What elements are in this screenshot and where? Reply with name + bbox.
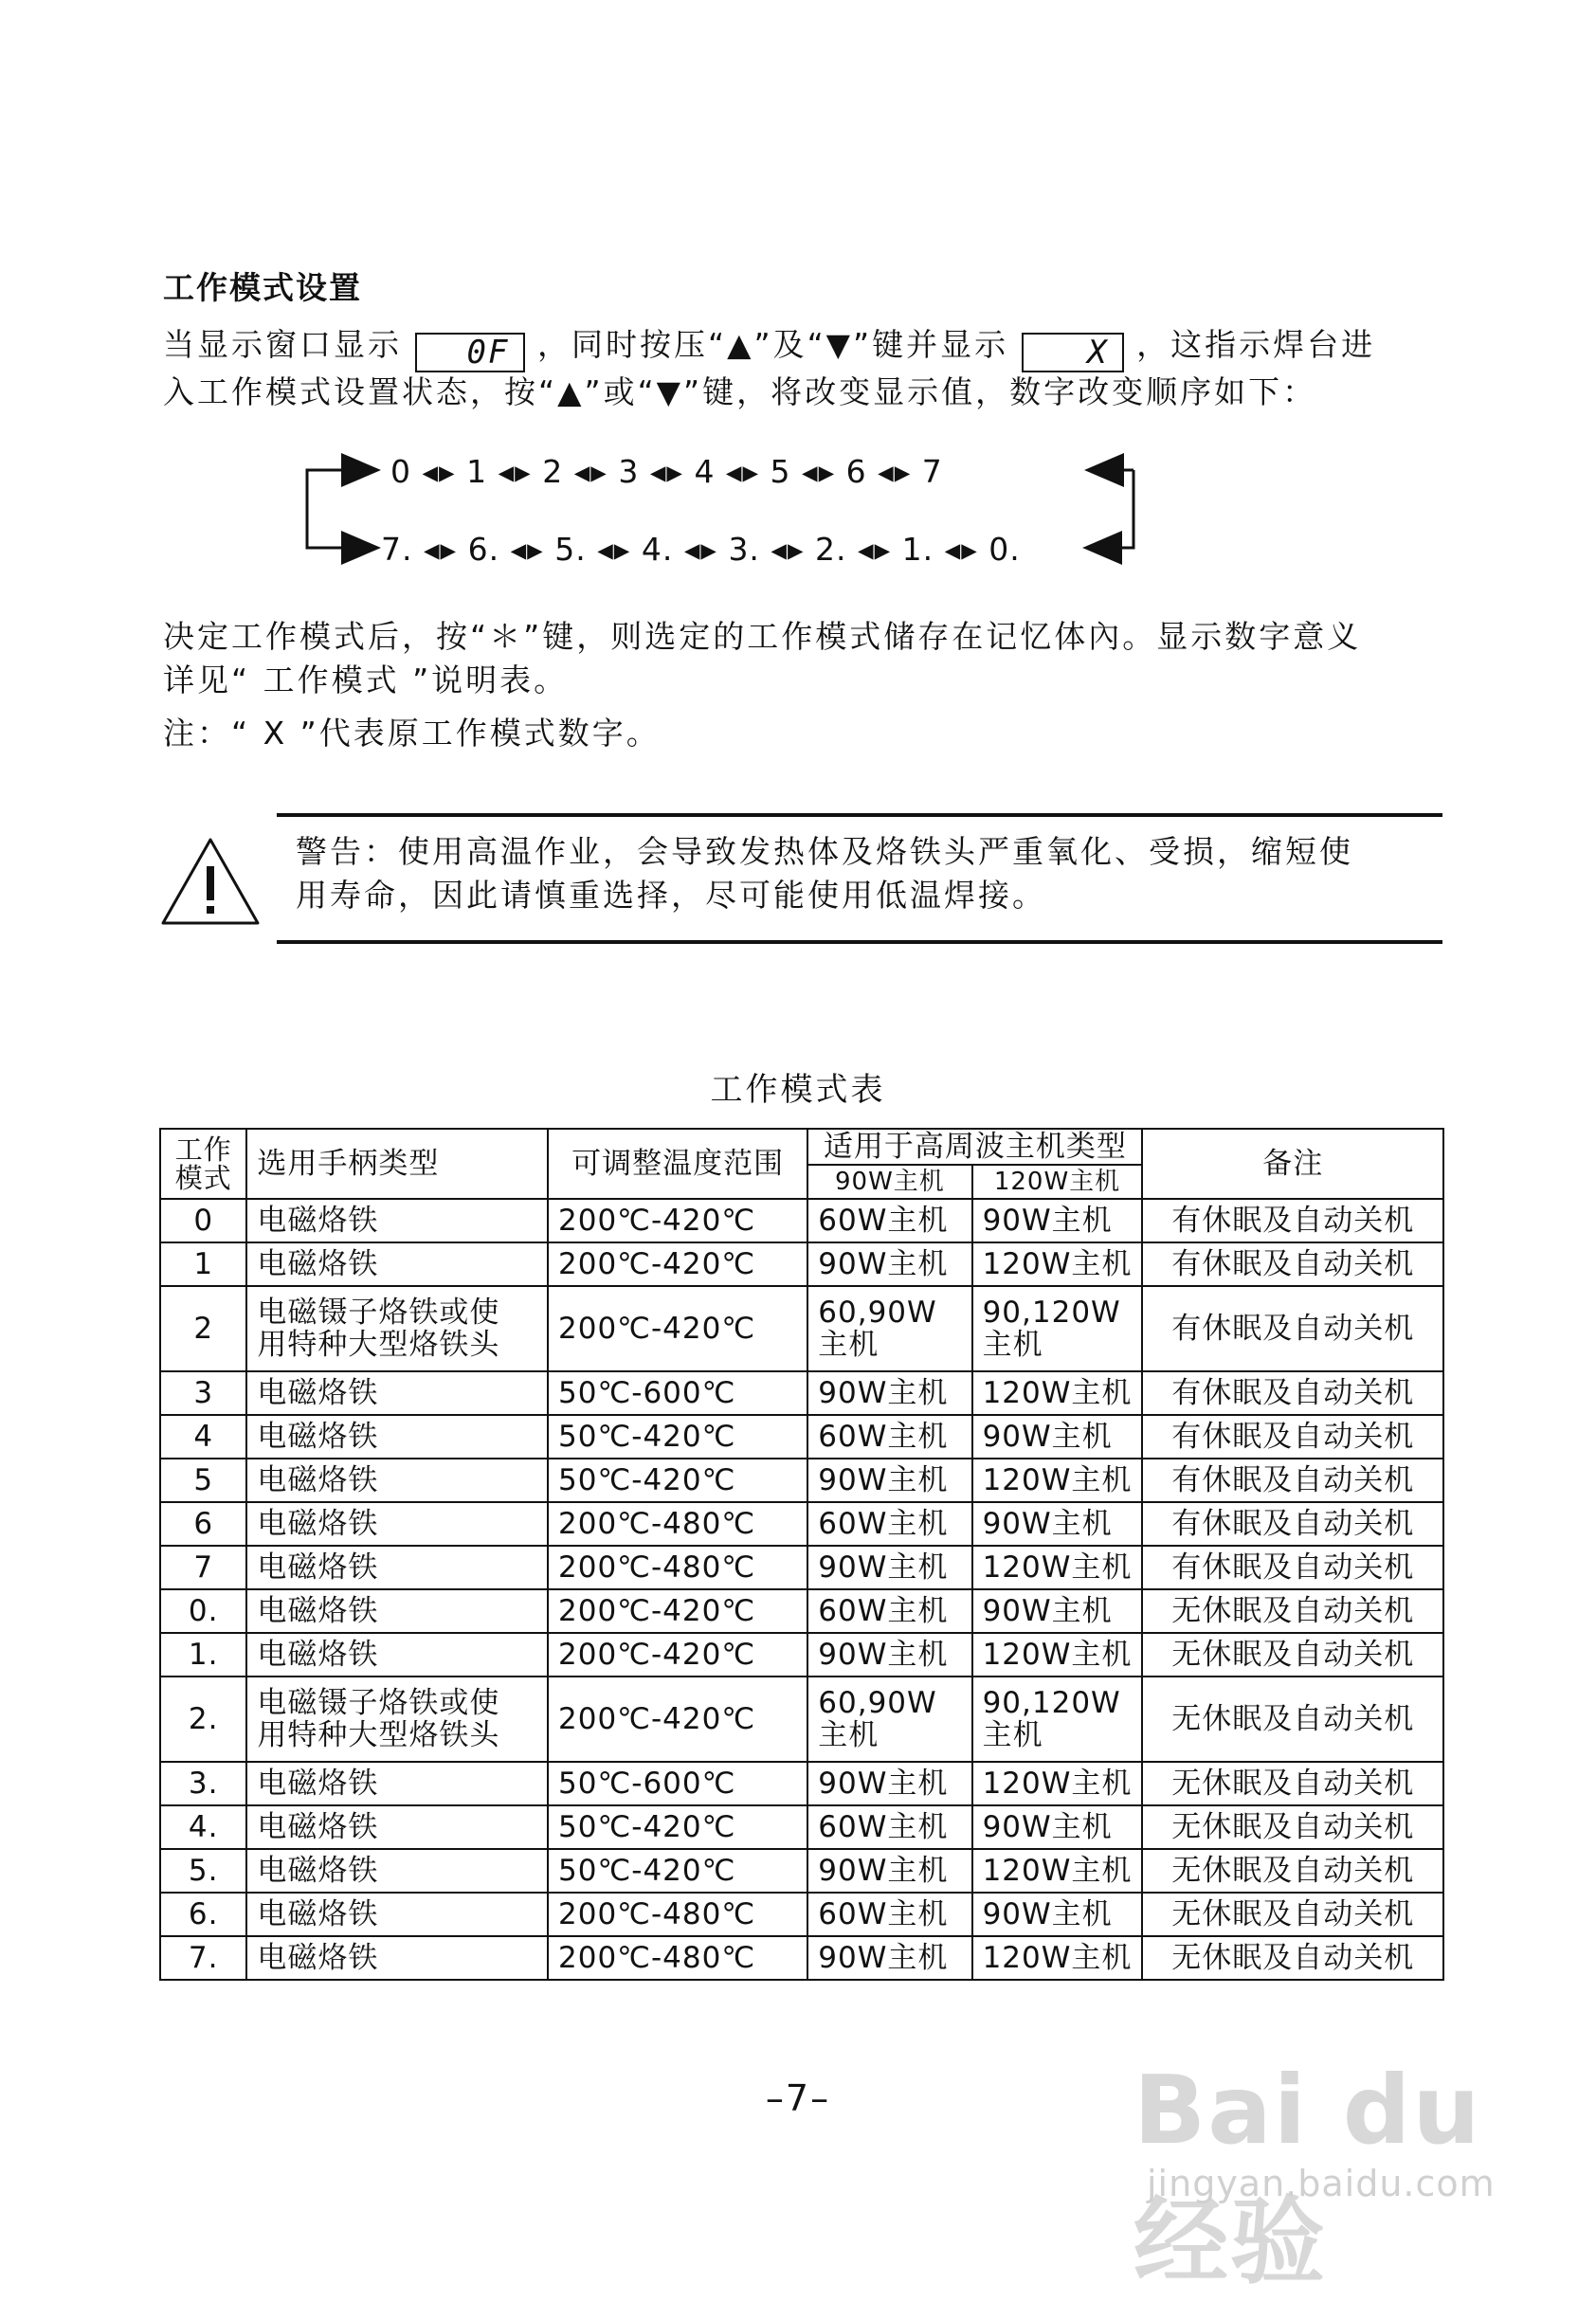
- cell-handle: 电磁烙铁: [246, 1502, 548, 1546]
- header-mode: [160, 1129, 246, 1199]
- cell-mode: 1.: [160, 1633, 246, 1677]
- cell-host-90: 90W主机: [807, 1371, 971, 1415]
- cell-mode: 4.: [160, 1805, 246, 1849]
- cell-remark: 有休眠及自动关机: [1142, 1242, 1443, 1286]
- cell-handle: 电磁烙铁: [246, 1459, 548, 1502]
- table-row: [160, 1677, 1443, 1762]
- lcd-display-ok: 0F: [415, 333, 525, 372]
- cell-handle: 电磁烙铁: [246, 1589, 548, 1633]
- table-row: [160, 1199, 1443, 1242]
- cell-mode: 2: [160, 1286, 246, 1371]
- section-heading: 工作模式设置: [163, 269, 362, 306]
- header-temp: 可调整温度范围: [548, 1129, 807, 1199]
- warning-text: [296, 830, 1353, 917]
- loop-arrow-right-bottom: [1088, 470, 1134, 548]
- cell-handle: 电磁烙铁: [246, 1762, 548, 1805]
- cell-remark: 无休眠及自动关机: [1142, 1677, 1443, 1762]
- cell-host-90: 90W主机: [807, 1849, 971, 1893]
- cell-host-90-line-2: 主机: [818, 1328, 880, 1362]
- cell-temp: 50℃-420℃: [548, 1849, 807, 1893]
- cell-handle: 电磁烙铁: [246, 1633, 548, 1677]
- cell-host-90-line-1: 60,90W: [818, 1686, 937, 1720]
- seq-top-2: 2: [542, 453, 564, 490]
- cell-handle-line-1: 电磁镊子烙铁或使: [257, 1686, 500, 1720]
- cell-mode: 4: [160, 1415, 246, 1459]
- cell-remark: 无休眠及自动关机: [1142, 1893, 1443, 1936]
- mode-table: [159, 1128, 1444, 1981]
- cell-mode: 7.: [160, 1936, 246, 1980]
- warning-line-1: 警告：使用高温作业，会导致发热体及烙铁头严重氧化、受损，缩短使: [296, 833, 1353, 870]
- cell-mode: 3.: [160, 1762, 246, 1805]
- cell-host-120: 120W主机: [972, 1849, 1143, 1893]
- cell-host-90: 60W主机: [807, 1589, 971, 1633]
- table-row: [160, 1762, 1443, 1805]
- cell-mode: 0.: [160, 1589, 246, 1633]
- cell-host-90: 60W主机: [807, 1502, 971, 1546]
- cell-host-120: 120W主机: [972, 1633, 1143, 1677]
- cell-temp: 200℃-480℃: [548, 1502, 807, 1546]
- cell-temp: 200℃-480℃: [548, 1893, 807, 1936]
- cell-temp: 200℃-420℃: [548, 1242, 807, 1286]
- cell-host-120-line-1: 90,120W: [982, 1686, 1121, 1720]
- cell-handle: 电磁烙铁: [246, 1415, 548, 1459]
- cell-remark: 无休眠及自动关机: [1142, 1936, 1443, 1980]
- table-row: [160, 1849, 1443, 1893]
- cell-mode: 6.: [160, 1893, 246, 1936]
- cell-handle-line-2: 用特种大型烙铁头: [257, 1718, 500, 1752]
- cell-temp: 200℃-420℃: [548, 1286, 807, 1371]
- cell-host-120: [972, 1677, 1143, 1762]
- cell-host-90: [807, 1677, 971, 1762]
- warning-line-2: 用寿命，因此请慎重选择，尽可能使用低温焊接。: [296, 877, 1046, 914]
- seq-bottom-3: 4.: [641, 531, 674, 568]
- cell-host-90: 60W主机: [807, 1415, 971, 1459]
- cell-remark: 有休眠及自动关机: [1142, 1546, 1443, 1589]
- seq-bottom-5: 2.: [815, 531, 847, 568]
- header-remark: 备注: [1142, 1129, 1443, 1199]
- note-text: 注：“ X ”代表原工作模式数字。: [163, 715, 661, 752]
- cell-host-120: 90W主机: [972, 1589, 1143, 1633]
- cell-temp: 50℃-600℃: [548, 1762, 807, 1805]
- table-title: 工作模式表: [710, 1071, 886, 1109]
- table-row: [160, 1242, 1443, 1286]
- intro-line-2: 入工作模式设置状态，按“▲”或“▼”键，将改变显示值，数字改变顺序如下：: [163, 373, 1317, 410]
- table-row: [160, 1502, 1443, 1546]
- cell-host-90: 90W主机: [807, 1633, 971, 1677]
- decide-line-1: 决定工作模式后，按“＊”键，则选定的工作模式储存在记忆体內。显示数字意义: [163, 618, 1362, 655]
- seq-top-6: 6: [845, 453, 867, 490]
- cell-mode: 5.: [160, 1849, 246, 1893]
- cell-mode: 6: [160, 1502, 246, 1546]
- cell-host-90: 60W主机: [807, 1199, 971, 1242]
- cell-host-90-line-2: 主机: [818, 1718, 880, 1752]
- cell-host-120: 120W主机: [972, 1459, 1143, 1502]
- table-row: [160, 1893, 1443, 1936]
- header-host-90: 90W主机: [807, 1165, 971, 1199]
- table-body: [160, 1199, 1443, 1980]
- cell-host-90: 90W主机: [807, 1459, 971, 1502]
- header-mode-line-2: 模式: [174, 1162, 232, 1194]
- cell-handle-line-1: 电磁镊子烙铁或使: [257, 1296, 500, 1330]
- cell-handle: 电磁烙铁: [246, 1371, 548, 1415]
- cell-mode: 7: [160, 1546, 246, 1589]
- seq-bottom-4: 3.: [728, 531, 760, 568]
- cell-remark: 有休眠及自动关机: [1142, 1286, 1443, 1371]
- header-handle: 选用手柄类型: [246, 1129, 548, 1199]
- cell-temp: 200℃-420℃: [548, 1677, 807, 1762]
- cell-handle: 电磁烙铁: [246, 1805, 548, 1849]
- cell-host-120-line-1: 90,120W: [982, 1296, 1121, 1330]
- header-host: 适用于高周波主机类型: [807, 1129, 1142, 1165]
- cell-host-120: 90W主机: [972, 1199, 1143, 1242]
- table-row: [160, 1546, 1443, 1589]
- seq-bottom-7: 0.: [988, 531, 1021, 568]
- seq-top-1: 1: [466, 453, 488, 490]
- page-number: –7–: [765, 2077, 831, 2119]
- intro-text-2: ，同时按压“▲”及“▼”键并显示: [537, 326, 1009, 363]
- table-row: [160, 1936, 1443, 1980]
- cell-host-120: 120W主机: [972, 1762, 1143, 1805]
- cell-host-120: 120W主机: [972, 1936, 1143, 1980]
- cell-handle: 电磁烙铁: [246, 1849, 548, 1893]
- cell-handle: 电磁烙铁: [246, 1936, 548, 1980]
- seq-top-0: 0: [390, 453, 411, 490]
- table-row: [160, 1286, 1443, 1371]
- cell-host-120: 120W主机: [972, 1242, 1143, 1286]
- cell-host-90: 90W主机: [807, 1546, 971, 1589]
- cell-temp: 200℃-420℃: [548, 1633, 807, 1677]
- cell-mode: 3: [160, 1371, 246, 1415]
- cell-handle: 电磁烙铁: [246, 1893, 548, 1936]
- cell-remark: 有休眠及自动关机: [1142, 1502, 1443, 1546]
- table-row: [160, 1589, 1443, 1633]
- header-mode-line-1: 工作: [174, 1133, 232, 1166]
- sequence-top: 0 ◂▸ 1 ◂▸ 2 ◂▸ 3 ◂▸ 4 ◂▸ 5 ◂▸ 6 ◂▸ 7: [390, 453, 943, 490]
- cell-host-120: 90W主机: [972, 1893, 1143, 1936]
- cell-host-90-line-1: 60,90W: [818, 1296, 937, 1330]
- cell-host-120-line-2: 主机: [982, 1718, 1043, 1752]
- cell-handle: 电磁烙铁: [246, 1546, 548, 1589]
- warning-triangle-icon: [157, 834, 263, 929]
- cell-host-120: 90W主机: [972, 1502, 1143, 1546]
- cell-host-120: 120W主机: [972, 1546, 1143, 1589]
- cell-host-90: 60W主机: [807, 1805, 971, 1849]
- intro-text-3: ，这指示焊台进: [1136, 326, 1376, 363]
- table-header-row: [160, 1129, 1443, 1165]
- seq-top-3: 3: [618, 453, 640, 490]
- seq-bottom-0: 7.: [381, 531, 413, 568]
- seq-bottom-6: 1.: [901, 531, 934, 568]
- cell-host-90: [807, 1286, 971, 1371]
- cell-host-120: 90W主机: [972, 1805, 1143, 1849]
- intro-line-1: [163, 324, 1375, 372]
- cell-handle: 电磁烙铁: [246, 1242, 548, 1286]
- cell-remark: 无休眠及自动关机: [1142, 1633, 1443, 1677]
- intro-text-1: 当显示窗口显示: [163, 326, 402, 363]
- lcd-display-x: X: [1022, 333, 1124, 372]
- seq-top-4: 4: [694, 453, 716, 490]
- cell-host-120-line-2: 主机: [982, 1328, 1043, 1362]
- seq-bottom-1: 6.: [467, 531, 500, 568]
- header-host-120: 120W主机: [972, 1165, 1143, 1199]
- cell-remark: 有休眠及自动关机: [1142, 1415, 1443, 1459]
- cell-handle: [246, 1677, 548, 1762]
- cell-temp: 200℃-480℃: [548, 1546, 807, 1589]
- cell-handle: [246, 1286, 548, 1371]
- watermark-url: jingyan.baidu.com: [1147, 2163, 1496, 2204]
- cell-host-90: 60W主机: [807, 1893, 971, 1936]
- cell-remark: 有休眠及自动关机: [1142, 1371, 1443, 1415]
- cell-handle-line-2: 用特种大型烙铁头: [257, 1328, 500, 1362]
- seq-bottom-2: 5.: [554, 531, 587, 568]
- table-row: [160, 1415, 1443, 1459]
- cell-temp: 50℃-420℃: [548, 1459, 807, 1502]
- watermark-logo: Bai du 经验: [1134, 2055, 1482, 2297]
- cell-handle: 电磁烙铁: [246, 1199, 548, 1242]
- table-row: [160, 1371, 1443, 1415]
- cell-remark: 无休眠及自动关机: [1142, 1805, 1443, 1849]
- table-row: [160, 1459, 1443, 1502]
- cell-remark: 无休眠及自动关机: [1142, 1589, 1443, 1633]
- cell-remark: 有休眠及自动关机: [1142, 1199, 1443, 1242]
- cell-temp: 200℃-420℃: [548, 1589, 807, 1633]
- cell-remark: 无休眠及自动关机: [1142, 1849, 1443, 1893]
- cell-mode: 1: [160, 1242, 246, 1286]
- cell-host-120: 120W主机: [972, 1371, 1143, 1415]
- cell-temp: 200℃-480℃: [548, 1936, 807, 1980]
- cell-mode: 0: [160, 1199, 246, 1242]
- cell-remark: 无休眠及自动关机: [1142, 1762, 1443, 1805]
- table-row: [160, 1633, 1443, 1677]
- decide-line-2: 详见“ 工作模式 ”说明表。: [163, 662, 569, 698]
- cell-temp: 50℃-420℃: [548, 1805, 807, 1849]
- seq-top-5: 5: [770, 453, 791, 490]
- seq-top-7: 7: [921, 453, 943, 490]
- cell-mode: 2.: [160, 1677, 246, 1762]
- cell-host-90: 90W主机: [807, 1762, 971, 1805]
- cell-remark: 有休眠及自动关机: [1142, 1459, 1443, 1502]
- cell-mode: 5: [160, 1459, 246, 1502]
- cell-host-90: 90W主机: [807, 1242, 971, 1286]
- cell-temp: 50℃-420℃: [548, 1415, 807, 1459]
- sequence-bottom: 7. ◂▸ 6. ◂▸ 5. ◂▸ 4. ◂▸ 3. ◂▸ 2. ◂▸ 1. ◂▸ 0.: [381, 531, 1021, 568]
- cell-host-120: [972, 1286, 1143, 1371]
- table-row: [160, 1805, 1443, 1849]
- loop-arrow-left: [307, 470, 375, 548]
- cell-temp: 50℃-600℃: [548, 1371, 807, 1415]
- cell-host-90: 90W主机: [807, 1936, 971, 1980]
- cell-temp: 200℃-420℃: [548, 1199, 807, 1242]
- cell-host-120: 90W主机: [972, 1415, 1143, 1459]
